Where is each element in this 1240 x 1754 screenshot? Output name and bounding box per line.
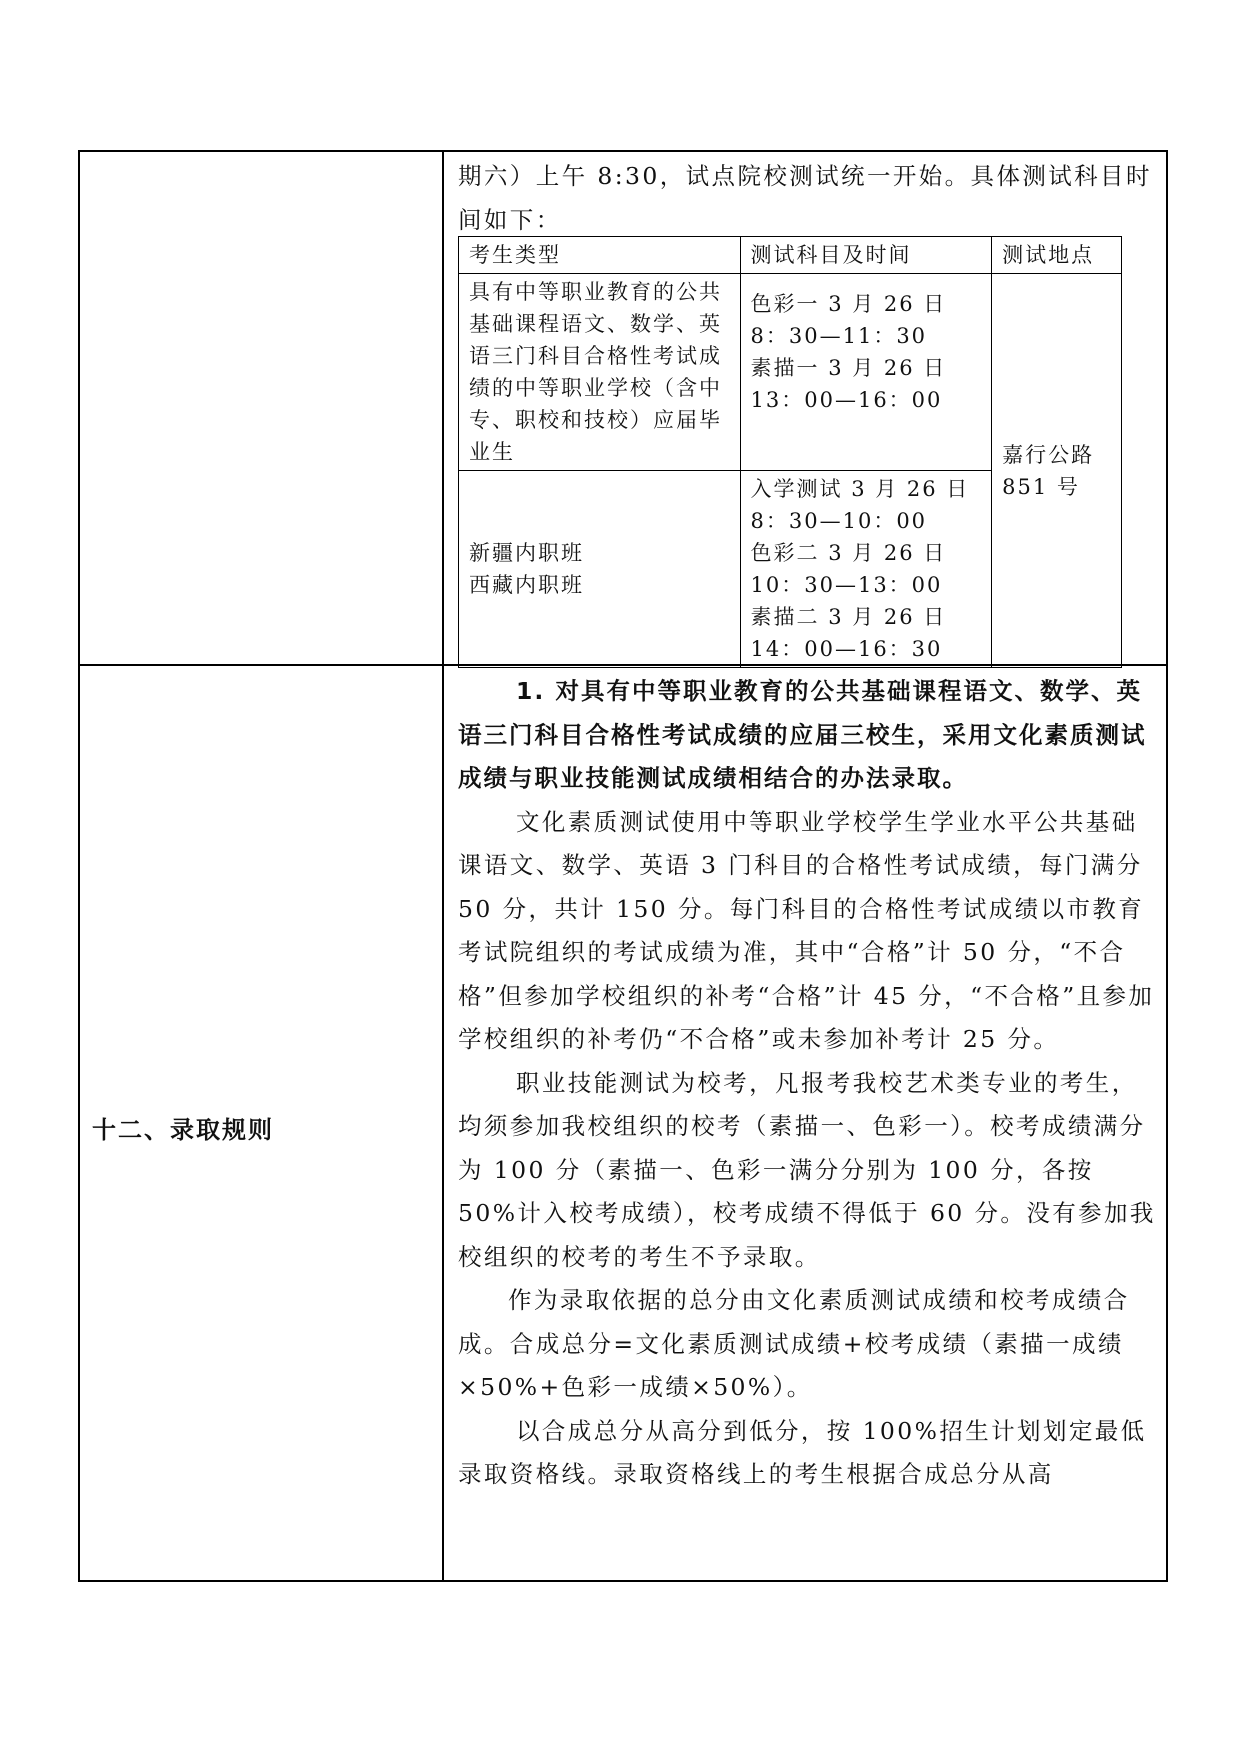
- row1-time-1: 色彩一 3 月 26 日 8：30—11：30: [750, 292, 947, 348]
- row2-type-xinjiang: 新疆内职班: [469, 541, 584, 565]
- section-title-admission-rules: 十二、录取规则: [92, 1116, 274, 1144]
- header-subject-time: 测试科目及时间: [740, 237, 992, 274]
- column-divider: [442, 150, 444, 1582]
- rule-admission-line: 以合成总分从高分到低分，按 100%招生计划划定最低录取资格线。录取资格线上的考生根据合成总分从高: [458, 1416, 1147, 1488]
- row2-student-type: [459, 471, 741, 668]
- row1-student-type: 具有中等职业教育的公共基础课程语文、数学、英语三门科目合格性考试成绩的中等职业学校（含中专、职校和技校）应届毕业生: [459, 274, 741, 471]
- location-cell: 嘉行公路 851 号: [992, 274, 1122, 668]
- row2-time-3: 素描二 3 月 26 日 14：00—16：30: [750, 605, 947, 661]
- admission-rules-content: [458, 670, 1158, 1497]
- header-student-type: 考生类型: [459, 237, 741, 274]
- row2-time-2: 色彩二 3 月 26 日 10：30—13：00: [750, 541, 947, 597]
- schedule-row-1: [459, 274, 1122, 471]
- schedule-intro-paragraph: 期六）上午 8:30，试点院校测试统一开始。具体测试科目时间如下：: [458, 162, 1152, 234]
- schedule-table-wrapper: [458, 236, 1122, 660]
- schedule-header-row: [459, 237, 1122, 274]
- row1-times: [740, 274, 992, 471]
- rule-total-score: 作为录取依据的总分由文化素质测试成绩和校考成绩合成。合成总分=文化素质测试成绩+校考成绩（素描一成绩×50%+色彩一成绩×50%）。: [458, 1286, 1130, 1401]
- row1-time-2: 素描一 3 月 26 日 13：00—16：00: [750, 356, 947, 412]
- row2-times: [740, 471, 992, 668]
- schedule-table: [458, 236, 1122, 668]
- rule-1-bold: 1. 对具有中等职业教育的公共基础课程语文、数学、英语三门科目合格性考试成绩的应届三校生，采用文化素质测试成绩与职业技能测试成绩相结合的办法录取。: [458, 677, 1147, 792]
- row2-time-1: 入学测试 3 月 26 日 8：30—10：00: [750, 477, 970, 533]
- rule-skill-test: 职业技能测试为校考，凡报考我校艺术类专业的考生，均须参加我校组织的校考（素描一、色彩一）。校考成绩满分为 100 分（素描一、色彩一满分分别为 100 分，各按 50%计入校考成绩），校考成绩不得低于 60 分。没有参加我校组织的校考的考生不予录取。: [458, 1068, 1156, 1271]
- rule-cultural-test: 文化素质测试使用中等职业学校学生学业水平公共基础课语文、数学、英语 3 门科目的合格性考试成绩，每门满分 50 分，共计 150 分。每门科目的合格性考试成绩以市教育考试院组织的考试成绩为准，其中“合格”计 50 分，“不合格”但参加学校组织的补考“合格”计 45 分，“不合格”且参加学校组织的补考仍“不合格”或未参加补考计 25 分。: [458, 807, 1155, 1053]
- header-location: 测试地点: [992, 237, 1122, 274]
- row2-type-tibet: 西藏内职班: [469, 573, 584, 597]
